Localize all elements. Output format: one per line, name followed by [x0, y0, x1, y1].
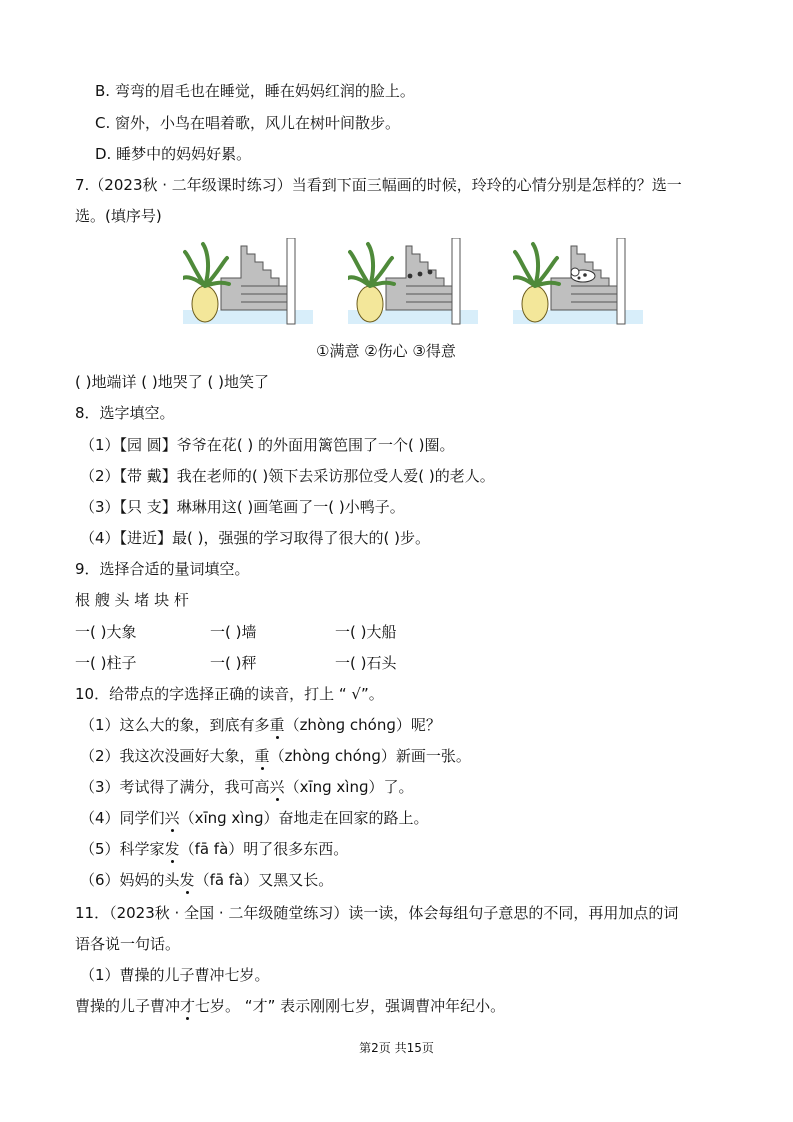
dotted-char: 发: [179, 871, 195, 889]
q9-blank: 一( )大象: [75, 623, 137, 641]
q11-prompt-line2: 语各说一句话。: [75, 935, 181, 953]
dotted-char: 兴: [269, 778, 285, 796]
q10-item-6: （6）妈妈的头发（fā fà）又黑又长。: [80, 871, 334, 889]
q7-prompt-line2: 选。(填序号): [75, 207, 162, 225]
dotted-char: 重: [269, 716, 285, 734]
dotted-char: 才: [180, 997, 196, 1015]
q9-blank: 一( )石头: [335, 654, 397, 672]
plant-stairs-footprints-picture: [348, 238, 478, 330]
page-footer: 第2页 共15页: [359, 1041, 434, 1055]
q6-option-b: B. 弯弯的眉毛也在睡觉，睡在妈妈红润的脸上。: [95, 82, 415, 100]
q11-prompt-line1: 11．（2023秋 · 全国 · 二年级随堂练习）读一读，体会每组句子意思的不同，再用加点的词: [75, 904, 679, 922]
q9-blank: 一( )大船: [335, 623, 397, 641]
dotted-char: 兴: [164, 809, 180, 827]
q10-item-5: （5）科学家发（fā fà）明了很多东西。: [80, 840, 349, 858]
dotted-char: 发: [164, 840, 180, 858]
q9-title: 9．选择合适的量词填空。: [75, 560, 250, 578]
q9-blank: 一( )柱子: [75, 654, 137, 672]
q7-prompt-line1: 7.（2023秋 · 二年级课时练习）当看到下面三幅画的时候，玲玲的心情分别是怎样的？选一: [75, 176, 682, 194]
q10-title: 10．给带点的字选择正确的读音，打上 “ √”。: [75, 685, 384, 703]
q9-row-2: [75, 653, 396, 673]
plant-stairs-empty-picture: [183, 238, 313, 330]
q10-item-2: （2）我这次没画好大象，重（zhònɡ chónɡ）新画一张。: [80, 747, 471, 765]
q11-item-1: （1）曹操的儿子曹冲七岁。: [80, 966, 270, 984]
q8-item-4: （4）【进近】最( )，强强的学习取得了很大的( )步。: [80, 529, 430, 547]
q7-answer-blanks: ( )地端详 ( )地哭了 ( )地笑了: [75, 373, 269, 391]
q8-item-2: （2）【带 戴】我在老师的( )领下去采访那位受人爱( )的老人。: [80, 467, 495, 485]
q10-item-1: （1）这么大的象，到底有多重（zhònɡ chónɡ）呢？: [80, 716, 441, 734]
q8-title: 8．选字填空。: [75, 404, 175, 422]
q9-blank: 一( )墙: [210, 623, 257, 641]
q9-word-bank: 根 艘 头 堵 块 杆: [75, 591, 189, 609]
dotted-char: 重: [254, 747, 270, 765]
q6-option-c: C. 窗外，小鸟在唱着歌，风儿在树叶间散步。: [95, 114, 401, 132]
q8-item-3: （3）【只 支】琳琳用这( )画笔画了一( )小鸭子。: [80, 498, 405, 516]
q9-blank: 一( )秤: [210, 654, 257, 672]
q11-example: 曹操的儿子曹冲才七岁。 “才” 表示刚刚七岁，强调曹冲年纪小。: [75, 997, 506, 1015]
q8-item-1: （1）【园 圆】爷爷在花( ) 的外面用篱笆围了一个( )圈。: [80, 436, 455, 454]
q7-pictures: [183, 238, 613, 330]
q9-row-1: [75, 622, 396, 642]
q7-caption: ①满意 ②伤心 ③得意: [316, 342, 456, 360]
q6-option-d: D. 睡梦中的妈妈好累。: [95, 145, 252, 163]
plant-stairs-cat-picture: [513, 238, 643, 330]
q10-item-4: （4）同学们兴（xīnɡ xìnɡ）奋地走在回家的路上。: [80, 809, 429, 827]
q10-item-3: （3）考试得了满分，我可高兴（xīnɡ xìnɡ）了。: [80, 778, 414, 796]
